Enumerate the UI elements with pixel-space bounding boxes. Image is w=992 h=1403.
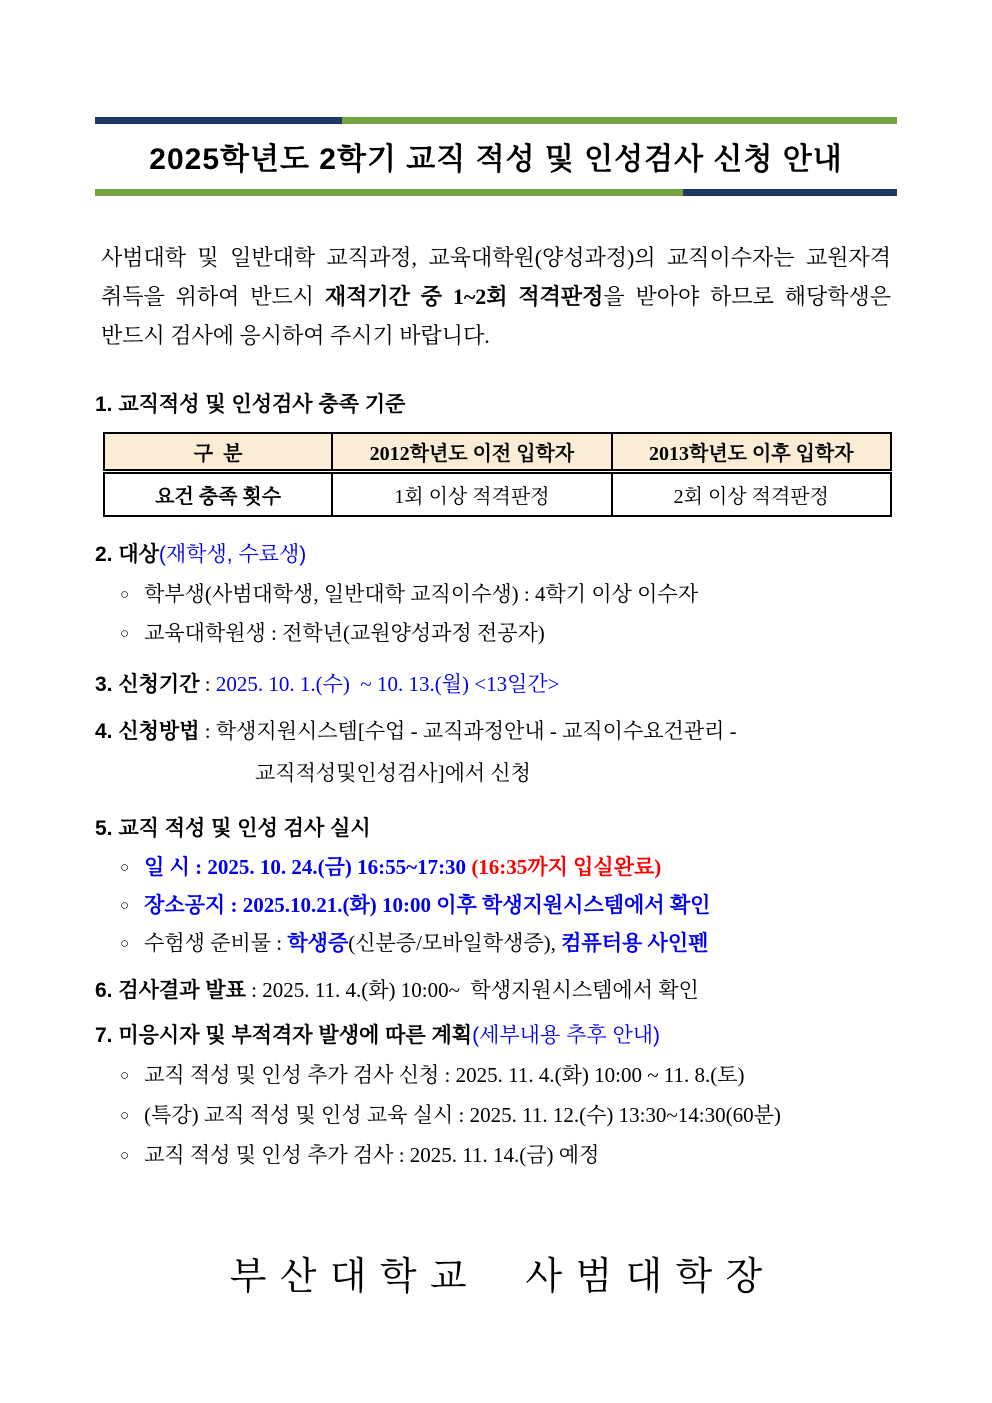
criteria-table-header-row	[104, 433, 891, 471]
criteria-table-cell-after-2013: 2회 이상 적격판정	[612, 471, 891, 516]
test-datetime-text	[144, 850, 661, 885]
section-3-heading	[95, 670, 897, 699]
section-5-heading: 5. 교직 적성 및 인성 검사 실시	[95, 817, 371, 840]
banner-bottom-bar-green-segment	[95, 189, 683, 196]
section-target	[95, 541, 897, 654]
results-announcement-value: : 2025. 11. 4.(화) 10:00~ 학생지원시스템에서 확인	[245, 978, 699, 1002]
supplies-pen: 컴퓨터용 사인펜	[561, 931, 709, 955]
supplies-student-id: 학생증	[287, 931, 349, 955]
section-6-heading	[95, 976, 897, 1005]
section-7-heading	[95, 1022, 897, 1050]
criteria-table-cell-category: 요건 충족 횟수	[104, 471, 332, 516]
section-3-separator: :	[199, 672, 216, 696]
criteria-table-cell-before-2012: 1회 이상 적격판정	[332, 471, 611, 516]
section-7-heading-bold: 7. 미응시자 및 부적격자 발생에 따른 계획	[95, 1024, 473, 1047]
title-banner	[95, 117, 897, 196]
supplies-id-detail: (신분증/모바일학생증),	[348, 931, 562, 955]
circle-bullet-icon: ○	[120, 626, 130, 642]
test-datetime-value: 일 시 : 2025. 10. 24.(금) 16:55~17:30	[144, 855, 472, 879]
section-results	[95, 976, 897, 1005]
banner-top-bar-green-segment	[342, 117, 897, 124]
banner-bottom-bar-navy-segment	[683, 189, 897, 196]
circle-bullet-icon: ○	[120, 1068, 130, 1084]
list-item	[95, 926, 897, 964]
banner-bottom-bar	[95, 189, 897, 196]
application-method-line2: 교직적성및인성검사]에서 신청	[255, 761, 531, 785]
section-7-heading-blue: (세부내용 추후 안내)	[472, 1024, 661, 1047]
intro-text-emphasis: 재적기간 중 1~2회 적격판정	[324, 284, 604, 309]
list-item	[95, 1137, 897, 1177]
list-item	[95, 576, 897, 615]
banner-top-bar-navy-segment	[95, 117, 342, 124]
location-notice-text: 장소공지 : 2025.10.21.(화) 10:00 이후 학생지원시스템에서 확인	[144, 893, 711, 917]
section-3-heading-bold: 3. 신청기간	[95, 673, 200, 696]
retest-date-text: 교직 적성 및 인성 추가 검사 : 2025. 11. 14.(금) 예정	[144, 1143, 600, 1167]
section-2-heading-blue: (재학생, 수료생)	[158, 543, 307, 566]
absentee-plan-bullet-list	[95, 1057, 897, 1177]
test-entry-deadline: (16:35까지 입실완료)	[471, 855, 662, 879]
target-graduate-text: 교육대학원생 : 전학년(교원양성과정 전공자)	[144, 621, 545, 645]
intro-text-pre: 사범대학 및 일반대학 교직과정, 교육대학원(양성과정)의 교직이수자는 교원자격 취득을 위하여 반드시	[101, 245, 891, 309]
retest-application-text: 교직 적성 및 인성 추가 검사 신청 : 2025. 11. 4.(화) 10:00 ~ 11. 8.(토)	[144, 1063, 745, 1087]
section-2-heading	[95, 541, 897, 569]
table-row	[104, 471, 891, 516]
circle-bullet-icon: ○	[120, 936, 130, 952]
criteria-table-header-after-2013: 2013학년도 이후 입학자	[612, 433, 891, 471]
application-period-value: 2025. 10. 1.(수) ~ 10. 13.(월) <13일간>	[215, 672, 560, 696]
section-2-heading-bold: 2. 대상	[95, 543, 159, 566]
signature-dean: 부산대학교 사범대학장	[229, 1256, 776, 1298]
application-method-line1: 학생지원시스템[수업 - 교직과정안내 - 교직이수요건관리 -	[215, 719, 737, 743]
section-test-schedule	[95, 815, 897, 964]
list-item	[95, 1097, 897, 1137]
section-application-method	[95, 717, 897, 787]
section-1-heading: 1. 교직적성 및 인성검사 충족 기준	[95, 393, 406, 416]
special-lecture-text: (특강) 교직 적성 및 인성 교육 실시 : 2025. 11. 12.(수) 13:30~14:30(60분)	[144, 1103, 781, 1127]
section-application-period	[95, 670, 897, 699]
circle-bullet-icon: ○	[120, 1148, 130, 1164]
supplies-text	[144, 926, 708, 961]
list-item	[95, 888, 897, 926]
list-item	[95, 850, 897, 888]
circle-bullet-icon: ○	[120, 898, 130, 914]
target-undergraduate-text: 학부생(사범대학생, 일반대학 교직이수생) : 4학기 이상 이수자	[144, 582, 698, 606]
circle-bullet-icon: ○	[120, 860, 130, 876]
supplies-label: 수험생 준비물 :	[144, 931, 288, 955]
list-item	[95, 1057, 897, 1097]
intro-paragraph	[95, 238, 897, 355]
circle-bullet-icon: ○	[120, 1108, 130, 1124]
section-criteria	[95, 391, 897, 517]
criteria-table-header-category: 구 분	[104, 433, 332, 471]
section-4-heading	[95, 717, 897, 746]
section-6-heading-bold: 6. 검사결과 발표	[95, 979, 246, 1002]
target-bullet-list	[95, 576, 897, 654]
criteria-table-header-before-2012: 2012학년도 이전 입학자	[332, 433, 611, 471]
section-4-heading-bold: 4. 신청방법	[95, 720, 200, 743]
section-absentee-plan	[95, 1022, 897, 1177]
page-title: 2025학년도 2학기 교직 적성 및 인성검사 신청 안내	[149, 143, 843, 176]
circle-bullet-icon: ○	[120, 587, 130, 603]
banner-top-bar	[95, 117, 897, 124]
criteria-table	[103, 432, 892, 517]
intro-text-post: 을 받아야 하므로 해당학생은 반드시 검사에 응시하여 주시기 바랍니다.	[101, 284, 891, 348]
test-schedule-bullet-list	[95, 850, 897, 964]
list-item	[95, 615, 897, 654]
section-4-separator: :	[199, 719, 216, 743]
